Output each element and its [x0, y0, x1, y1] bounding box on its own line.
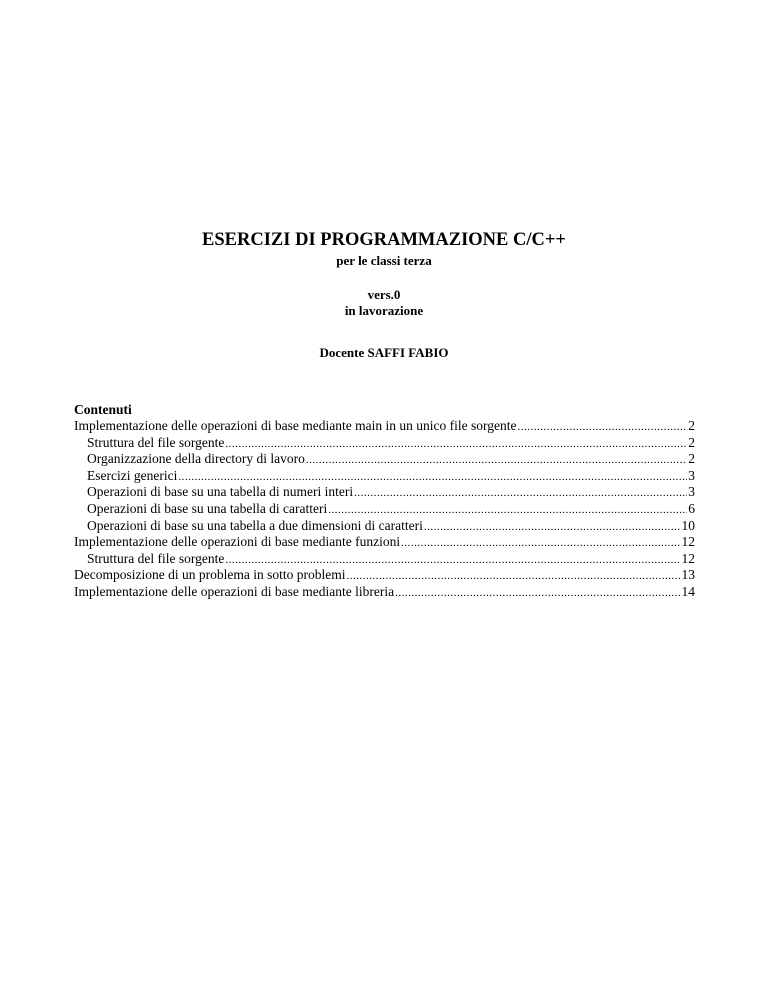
toc-page-number: 2 — [688, 451, 695, 467]
toc-dot-leader — [517, 419, 687, 435]
toc-entry[interactable] — [74, 435, 695, 452]
toc-dot-leader — [346, 568, 680, 584]
toc-dot-leader — [328, 502, 687, 518]
toc-entry-text: Struttura del file sorgente — [87, 550, 225, 566]
toc-page-number: 14 — [681, 583, 695, 599]
toc-dot-leader — [178, 469, 687, 485]
document-author: Docente SAFFI FABIO — [319, 345, 449, 360]
toc-entry-text: Implementazione delle operazioni di base mediante main in un unico file sorgente — [74, 418, 517, 433]
toc-entry-text: Organizzazione della directory di lavoro — [87, 451, 305, 467]
toc-entry-text: Operazioni di base su una tabella di caratteri — [87, 500, 328, 516]
toc-page-number: 12 — [681, 550, 695, 566]
toc-dot-leader — [401, 535, 680, 551]
toc-entry-text: Operazioni di base su una tabella a due dimensioni di caratteri — [87, 517, 423, 533]
toc-entry[interactable] — [74, 551, 695, 568]
document-title: ESERCIZI DI PROGRAMMAZIONE C/C++ — [202, 230, 566, 250]
toc-dot-leader — [395, 585, 680, 601]
toc-entry[interactable] — [74, 418, 695, 435]
toc-dot-leader — [354, 485, 687, 501]
toc-entry[interactable] — [74, 484, 695, 501]
document-status: in lavorazione — [344, 303, 424, 318]
document-subtitle: per le classi terza — [336, 253, 432, 268]
toc-page-number: 2 — [688, 418, 695, 433]
toc-entry-text: Struttura del file sorgente — [87, 434, 225, 450]
toc-entry-text: Implementazione delle operazioni di base mediante libreria — [74, 583, 395, 599]
toc-page-number: 10 — [681, 517, 695, 533]
table-of-contents — [74, 418, 695, 601]
toc-dot-leader — [225, 552, 680, 568]
toc-entry[interactable] — [74, 518, 695, 535]
toc-entry[interactable] — [74, 534, 695, 551]
toc-entry[interactable] — [74, 501, 695, 518]
toc-entry[interactable] — [74, 451, 695, 468]
toc-entry[interactable] — [74, 468, 695, 485]
toc-page-number: 12 — [681, 534, 695, 550]
toc-page-number: 6 — [688, 500, 695, 516]
toc-entry[interactable] — [74, 584, 695, 601]
toc-page-number: 3 — [688, 467, 695, 483]
toc-page-number: 3 — [688, 484, 695, 500]
document-version: vers.0 — [367, 287, 401, 302]
toc-dot-leader — [306, 452, 687, 468]
toc-entry-text: Decomposizione di un problema in sotto problemi — [74, 567, 346, 583]
toc-entry[interactable] — [74, 567, 695, 584]
toc-heading: Contenuti — [74, 402, 132, 417]
toc-dot-leader — [225, 436, 687, 452]
toc-page-number: 13 — [681, 567, 695, 583]
toc-page-number: 2 — [688, 434, 695, 450]
toc-entry-text: Esercizi generici — [87, 467, 178, 483]
toc-entry-text: Implementazione delle operazioni di base mediante funzioni — [74, 534, 401, 550]
toc-dot-leader — [424, 519, 681, 535]
toc-entry-text: Operazioni di base su una tabella di numeri interi — [87, 484, 354, 500]
